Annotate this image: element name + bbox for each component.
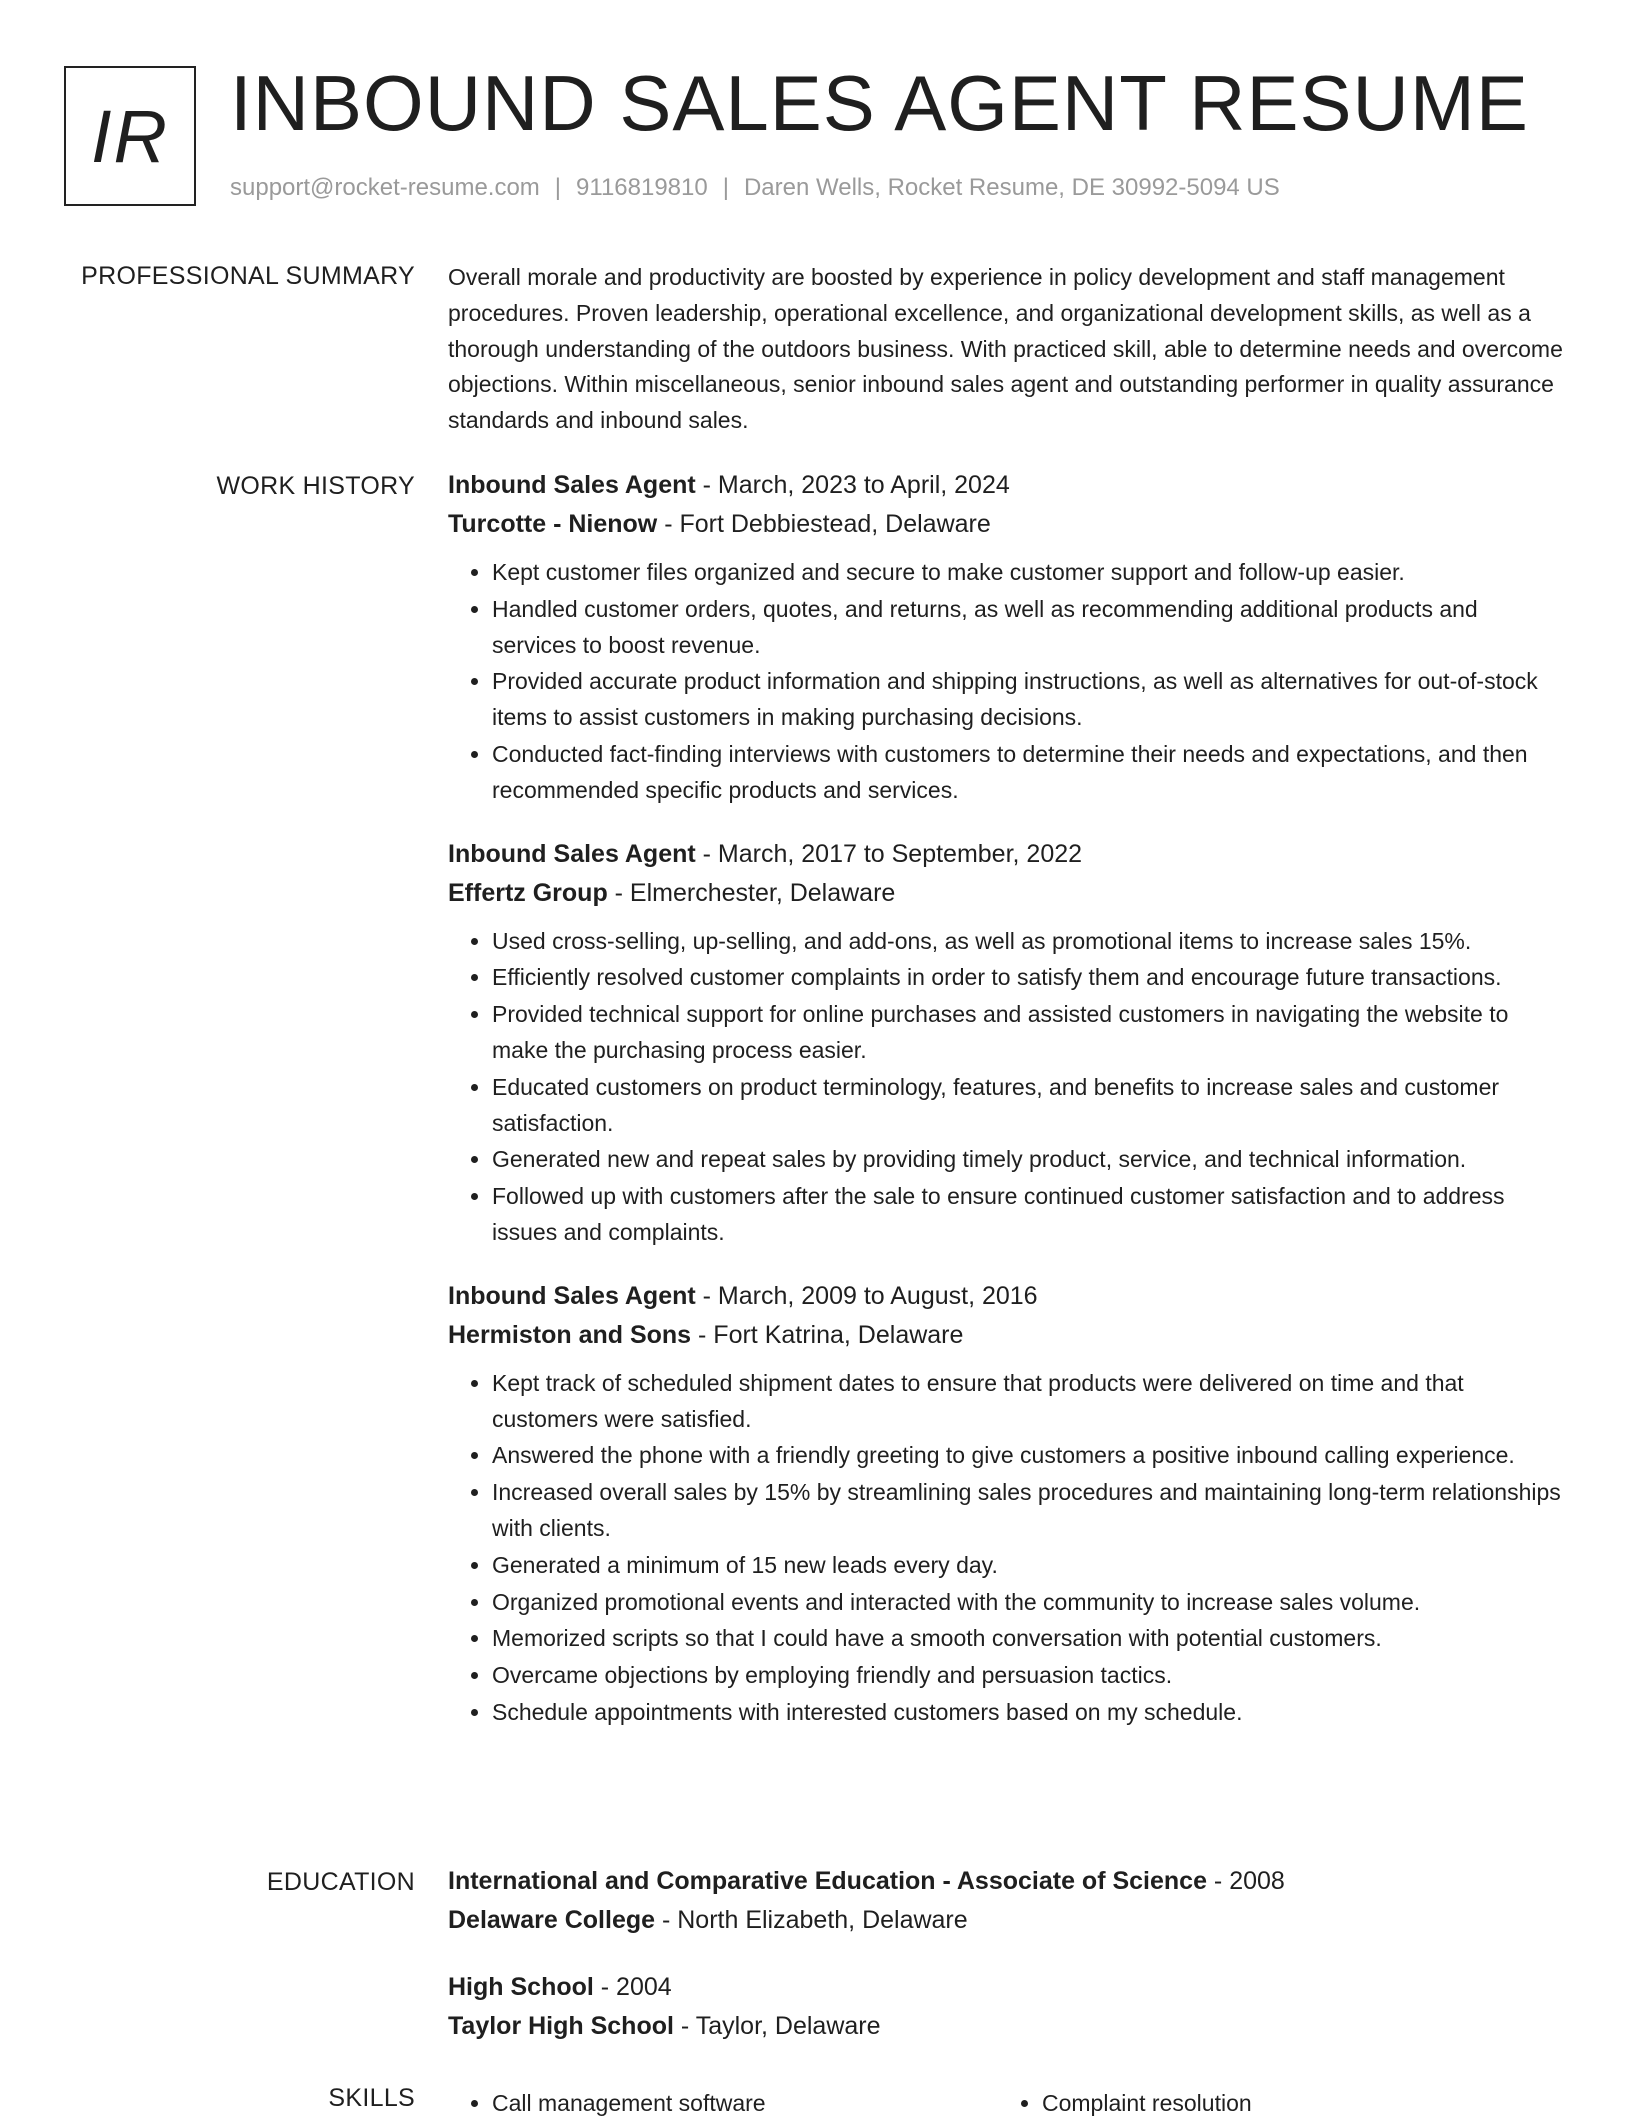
job-dates: - March, 2009 to August, 2016 [695,1281,1038,1310]
skills-column-left [448,2086,998,2121]
job-bullet: • Educated customers on product terminology, features, and benefits to increase sales and customer satisfaction. [492,1070,1568,1142]
job-bullet: • Provided accurate product information and shipping instructions, as well as alternatives for out-of-stock items to assist customers in making purchasing decisions. [492,664,1568,736]
education-year: - 2008 [1206,1867,1285,1895]
job-dates: - March, 2017 to September, 2022 [695,839,1083,868]
summary-text: Overall morale and productivity are boosted by experience in policy development and staff management procedures. Proven leadership, operational excellence, and organizational development skills, as well as a thorough understanding of the outdoors business. With practiced skill, able to determine needs and overcome objections. Within miscellaneous, senior inbound sales agent and outstanding performer in quality assurance standards and inbound sales. [448,264,1563,434]
contact-email: support@rocket-resume.com [230,174,540,201]
job-bullet: • Memorized scripts so that I could have a smooth conversation with potential customers. [492,1621,1568,1657]
job-title-line [448,835,1568,874]
job-bullets [448,555,1568,809]
job-bullets [448,924,1568,1251]
job-title: Inbound Sales Agent [448,1281,696,1310]
job-company: Turcotte - Nienow [448,510,658,538]
summary-body [448,262,1568,439]
contact-separator: | [554,174,562,201]
monogram-logo [64,66,196,206]
skill-item: • Call management software [492,2086,998,2121]
job-location: - Fort Katrina, Delaware [691,1320,964,1349]
education-degree: High School [448,1973,594,2001]
job-bullet: • Schedule appointments with interested customers based on my schedule. [492,1695,1568,1731]
education-school-line [448,2007,1568,2046]
job-location: - Elmerchester, Delaware [607,878,896,907]
section-label-education: EDUCATION [266,1868,415,1896]
job-title: Inbound Sales Agent [448,839,696,868]
job-company: Hermiston and Sons [448,1320,692,1349]
job-entry [448,466,1568,809]
skills-grid [448,2086,1568,2121]
job-company: Effertz Group [448,878,608,907]
job-bullet: • Conducted fact-finding interviews with customers to determine their needs and expectations, and then recommended specific products and services. [492,737,1568,809]
job-company-line [448,505,1568,544]
section-label-summary: PROFESSIONAL SUMMARY [81,262,415,290]
work-history-body [448,466,1568,1757]
job-title-line [448,466,1568,505]
resume-title: INBOUND SALES AGENT RESUME [230,59,1529,147]
job-bullet: • Followed up with customers after the sale to ensure continued customer satisfaction and to address issues and complaints. [492,1179,1568,1251]
education-body [448,1862,1568,2074]
education-school-line [448,1901,1568,1940]
job-bullet: • Provided technical support for online purchases and assisted customers in navigating the website to make the purchasing process easier. [492,997,1568,1069]
job-bullet: • Increased overall sales by 15% by streamlining sales procedures and maintaining long-term relationships with clients. [492,1475,1568,1547]
education-year: - 2004 [593,1973,672,2001]
job-bullet: • Handled customer orders, quotes, and returns, as well as recommending additional products and services to boost revenue. [492,592,1568,664]
skill-item: • Complaint resolution [1042,2086,1548,2121]
job-company-line [448,1316,1568,1355]
job-company-line [448,874,1568,913]
education-degree-line [448,1968,1568,2007]
education-degree: International and Comparative Education - Associate of Science [448,1867,1207,1895]
job-title-line [448,1277,1568,1316]
education-degree-line [448,1862,1568,1901]
skills-body [448,2086,1568,2121]
job-location: - Fort Debbiestead, Delaware [657,510,991,538]
job-bullet: • Generated a minimum of 15 new leads every day. [492,1548,1568,1584]
education-location: - North Elizabeth, Delaware [655,1906,968,1934]
education-entry [448,1968,1568,2046]
job-bullet: • Organized promotional events and interacted with the community to increase sales volume. [492,1585,1568,1621]
education-school: Delaware College [448,1906,656,1934]
job-bullet: • Efficiently resolved customer complaints in order to satisfy them and encourage future transactions. [492,960,1568,996]
contact-line [230,174,1280,202]
job-bullet: • Kept customer files organized and secure to make customer support and follow-up easier. [492,555,1568,591]
job-entry [448,1277,1568,1731]
education-location: - Taylor, Delaware [673,2012,881,2040]
contact-address: Daren Wells, Rocket Resume, DE 30992-5094 US [743,174,1280,201]
contact-separator: | [722,174,729,201]
job-bullet: • Generated new and repeat sales by providing timely product, service, and technical information. [492,1142,1568,1178]
education-entry [448,1862,1568,1940]
job-bullets [448,1366,1568,1731]
job-bullet: • Used cross-selling, up-selling, and add-ons, as well as promotional items to increase sales 15%. [492,924,1568,960]
section-label-skills: SKILLS [328,2084,415,2112]
skills-column-right [998,2086,1548,2121]
job-dates: - March, 2023 to April, 2024 [695,471,1010,499]
job-entry [448,835,1568,1251]
section-label-work-history: WORK HISTORY [216,472,415,500]
monogram-initials: IR [91,94,169,178]
job-bullet: • Answered the phone with a friendly greeting to give customers a positive inbound calling experience. [492,1438,1568,1474]
contact-phone: 9116819810 [576,174,708,201]
job-bullet: • Overcame objections by employing friendly and persuasion tactics. [492,1658,1568,1694]
education-school: Taylor High School [448,2012,674,2040]
job-bullet: • Kept track of scheduled shipment dates to ensure that products were delivered on time and that customers were satisfied. [492,1366,1568,1438]
job-title: Inbound Sales Agent [448,471,696,499]
